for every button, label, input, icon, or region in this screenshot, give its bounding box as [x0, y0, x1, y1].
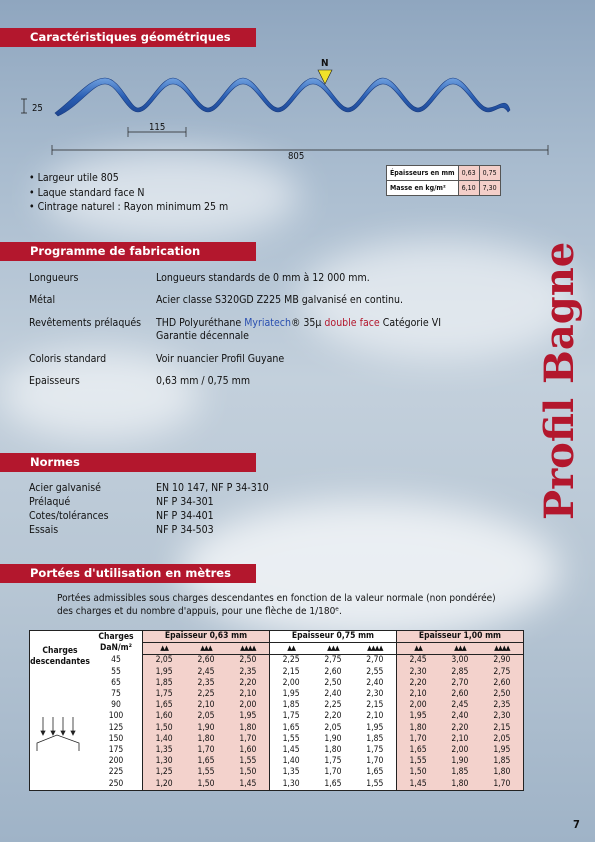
support-2-icon: ▲▲ [143, 643, 186, 655]
span-value-cell: 1,75 [269, 711, 312, 722]
span-value-cell: 1,70 [312, 767, 354, 778]
span-value-cell: 1,45 [269, 745, 312, 756]
span-value-cell: 2,30 [481, 711, 524, 722]
span-value-cell: 2,20 [439, 723, 481, 734]
span-value-cell: 2,10 [354, 711, 397, 722]
span-value-cell: 1,40 [269, 756, 312, 767]
span-value-cell: 2,90 [481, 655, 524, 667]
span-value-cell: 2,30 [354, 689, 397, 700]
span-value-cell: 2,05 [481, 734, 524, 745]
span-value-cell: 2,10 [396, 689, 439, 700]
load-value-cell: 175 [90, 745, 143, 756]
span-value-cell: 1,80 [396, 723, 439, 734]
span-value-cell: 1,80 [227, 723, 270, 734]
span-value-cell: 1,75 [312, 756, 354, 767]
bullet-item: • Cintrage naturel : Rayon minimum 25 m [29, 201, 229, 213]
support-3-icon: ▲▲▲ [312, 643, 354, 655]
span-value-cell: 2,70 [439, 678, 481, 689]
span-value-cell: 2,50 [481, 689, 524, 700]
span-value-cell: 2,05 [312, 723, 354, 734]
load-value-cell: 200 [90, 756, 143, 767]
span-value-cell: 2,00 [227, 700, 270, 711]
span-value-cell: 2,10 [185, 700, 227, 711]
span-value-cell: 1,60 [227, 745, 270, 756]
section-header-portees: Portées d'utilisation en mètres [0, 564, 256, 583]
norme-value: NF P 34-401 [156, 510, 214, 522]
span-value-cell: 1,70 [227, 734, 270, 745]
load-value-cell: 75 [90, 689, 143, 700]
support-4-icon: ▲▲▲▲ [227, 643, 270, 655]
span-value-cell: 2,40 [439, 711, 481, 722]
table-row: Épaisseurs en mm 0,63 0,75 [387, 166, 501, 181]
prog-label: Epaisseurs [29, 375, 80, 387]
span-value-cell: 1,55 [185, 767, 227, 778]
load-value-cell: 125 [90, 723, 143, 734]
span-value-cell: 2,00 [396, 700, 439, 711]
span-value-cell: 1,55 [227, 756, 270, 767]
blank-cell [30, 778, 91, 790]
span-value-cell: 2,60 [312, 667, 354, 678]
load-value-cell: 225 [90, 767, 143, 778]
table-row [30, 689, 524, 700]
span-value-cell: 1,90 [312, 734, 354, 745]
span-value-cell: 1,85 [439, 767, 481, 778]
table-row [30, 655, 524, 667]
span-value-cell: 2,35 [185, 678, 227, 689]
span-value-cell: 2,50 [312, 678, 354, 689]
span-value-cell: 1,55 [396, 756, 439, 767]
load-value-cell: 65 [90, 678, 143, 689]
table-row [30, 667, 524, 678]
table-row [30, 745, 524, 756]
support-3-icon: ▲▲▲ [185, 643, 227, 655]
load-value-cell: 90 [90, 700, 143, 711]
table-header-row [30, 631, 524, 643]
table-row [30, 678, 524, 689]
span-value-cell: 1,85 [354, 734, 397, 745]
blank-cell [30, 678, 91, 689]
span-value-cell: 1,45 [396, 778, 439, 790]
span-value-cell: 1,90 [439, 756, 481, 767]
table-row [30, 700, 524, 711]
bullet-item: • Largeur utile 805 [29, 172, 119, 184]
pitch-dimension: 115 [149, 122, 166, 133]
load-value-cell: 45 [90, 655, 143, 667]
section-header-programme: Programme de fabrication [0, 242, 256, 261]
blank-cell [30, 767, 91, 778]
blank-cell [30, 689, 91, 700]
norme-label: Essais [29, 524, 59, 536]
span-value-cell: 1,65 [185, 756, 227, 767]
group-header: Epaisseur 0,63 mm [143, 631, 270, 643]
span-value-cell: 1,95 [227, 711, 270, 722]
span-value-cell: 1,30 [143, 756, 186, 767]
span-value-cell: 1,80 [439, 778, 481, 790]
span-value-cell: 1,95 [269, 689, 312, 700]
span-value-cell: 2,85 [439, 667, 481, 678]
span-value-cell: 2,05 [143, 655, 186, 667]
span-value-cell: 2,25 [185, 689, 227, 700]
span-value-cell: 2,20 [312, 711, 354, 722]
table-row [30, 767, 524, 778]
span-value-cell: 1,95 [396, 711, 439, 722]
span-value-cell: 1,70 [481, 778, 524, 790]
downward-load-diagram-icon [33, 715, 85, 755]
span-value-cell: 2,70 [354, 655, 397, 667]
span-value-cell: 1,65 [143, 700, 186, 711]
norme-label: Acier galvanisé [29, 482, 101, 494]
span-value-cell: 1,80 [185, 734, 227, 745]
span-value-cell: 2,30 [396, 667, 439, 678]
span-value-cell: 1,50 [396, 767, 439, 778]
span-value-cell: 1,20 [143, 778, 186, 790]
prog-label: Longueurs [29, 272, 79, 284]
span-value-cell: 1,65 [312, 778, 354, 790]
span-value-cell: 1,50 [143, 723, 186, 734]
span-value-cell: 1,45 [227, 778, 270, 790]
span-value-cell: 1,40 [143, 734, 186, 745]
span-value-cell: 2,05 [185, 711, 227, 722]
span-value-cell: 1,90 [185, 723, 227, 734]
table-row: Masse en kg/m² 6,10 7,30 [387, 181, 501, 196]
span-value-cell: 1,30 [269, 778, 312, 790]
table-row [30, 723, 524, 734]
prog-value-coatings: THD Polyuréthane Myriatech® 35µ double face Catégorie VI [156, 317, 441, 329]
span-value-cell: 1,65 [269, 723, 312, 734]
norme-value: EN 10 147, NF P 34-310 [156, 482, 269, 494]
norme-value: NF P 34-301 [156, 496, 214, 508]
span-value-cell: 1,50 [227, 767, 270, 778]
span-value-cell: 2,40 [312, 689, 354, 700]
charges-header: Charges DaN/m² [90, 631, 143, 655]
prog-value: Acier classe S320GD Z225 MB galvanisé en continu. [156, 294, 404, 306]
load-span-table [29, 630, 524, 791]
table-row [30, 756, 524, 767]
table-row [30, 734, 524, 745]
portees-intro-line: Portées admissibles sous charges descendantes en fonction de la valeur normale (non pondérée) [57, 593, 496, 604]
span-value-cell: 2,00 [439, 745, 481, 756]
span-value-cell: 1,65 [354, 767, 397, 778]
support-3-icon: ▲▲▲ [439, 643, 481, 655]
span-value-cell: 1,80 [481, 767, 524, 778]
span-value-cell: 2,75 [481, 667, 524, 678]
load-value-cell: 55 [90, 667, 143, 678]
span-value-cell: 2,15 [269, 667, 312, 678]
span-value-cell: 1,95 [481, 745, 524, 756]
span-value-cell: 1,70 [396, 734, 439, 745]
span-value-cell: 2,75 [312, 655, 354, 667]
bullet-list [29, 171, 228, 215]
table-row [30, 778, 524, 790]
span-value-cell: 1,85 [143, 678, 186, 689]
norme-label: Prélaqué [29, 496, 71, 508]
span-value-cell: 2,35 [227, 667, 270, 678]
span-value-cell: 2,45 [439, 700, 481, 711]
span-value-cell: 1,85 [481, 756, 524, 767]
span-value-cell: 1,75 [143, 689, 186, 700]
span-value-cell: 1,35 [269, 767, 312, 778]
group-header: Epaisseur 1,00 mm [396, 631, 523, 643]
span-value-cell: 1,25 [143, 767, 186, 778]
norme-label: Cotes/tolérances [29, 510, 109, 522]
left-label: Charges descendantes [30, 646, 90, 667]
span-value-cell: 2,15 [481, 723, 524, 734]
span-value-cell: 2,50 [227, 655, 270, 667]
span-value-cell: 2,45 [396, 655, 439, 667]
section-header-geometry: Caractéristiques géométriques [0, 28, 256, 47]
span-value-cell: 1,70 [185, 745, 227, 756]
n-face-label: N [321, 58, 329, 69]
norme-value: NF P 34-503 [156, 524, 214, 536]
width-dimension: 805 [288, 151, 305, 162]
span-value-cell: 2,20 [227, 678, 270, 689]
blank-cell [30, 667, 91, 678]
prog-value: Longueurs standards de 0 mm à 12 000 mm. [156, 272, 370, 284]
span-value-cell: 1,80 [312, 745, 354, 756]
thickness-table [386, 165, 501, 196]
span-value-cell: 1,55 [354, 778, 397, 790]
span-value-cell: 3,00 [439, 655, 481, 667]
span-value-cell: 2,35 [481, 700, 524, 711]
span-value-cell: 1,55 [269, 734, 312, 745]
prog-label: Coloris standard [29, 353, 107, 365]
prog-value: Voir nuancier Profil Guyane [156, 353, 285, 365]
support-2-icon: ▲▲ [396, 643, 439, 655]
span-value-cell: 2,10 [439, 734, 481, 745]
span-value-cell: 2,60 [439, 689, 481, 700]
portees-intro-line: des charges et du nombre d'appuis, pour une flèche de 1/180ᵉ. [57, 606, 342, 617]
span-value-cell: 2,25 [269, 655, 312, 667]
blank-cell [30, 700, 91, 711]
prog-value-warranty: Garantie décennale [156, 330, 249, 342]
height-dimension: 25 [32, 103, 43, 114]
span-value-cell: 1,70 [354, 756, 397, 767]
span-value-cell: 1,85 [269, 700, 312, 711]
load-value-cell: 100 [90, 711, 143, 722]
prog-label: Revêtements prélaqués [29, 317, 142, 329]
table-row [30, 711, 524, 722]
load-value-cell: 150 [90, 734, 143, 745]
span-value-cell: 2,15 [354, 700, 397, 711]
span-value-cell: 2,25 [312, 700, 354, 711]
span-value-cell: 2,55 [354, 667, 397, 678]
section-header-normes: Normes [0, 453, 256, 472]
blank-cell [30, 756, 91, 767]
support-4-icon: ▲▲▲▲ [481, 643, 524, 655]
support-2-icon: ▲▲ [269, 643, 312, 655]
span-value-cell: 2,40 [354, 678, 397, 689]
group-header: Epaisseur 0,75 mm [269, 631, 396, 643]
span-value-cell: 1,75 [354, 745, 397, 756]
span-value-cell: 2,60 [481, 678, 524, 689]
span-value-cell: 1,65 [396, 745, 439, 756]
side-title: Profil Bagne [536, 241, 583, 520]
span-value-cell: 1,95 [143, 667, 186, 678]
bullet-item: • Laque standard face N [29, 186, 145, 199]
prog-value: 0,63 mm / 0,75 mm [156, 375, 251, 387]
span-value-cell: 2,60 [185, 655, 227, 667]
prog-label: Métal [29, 294, 56, 306]
page-number: 7 [573, 818, 580, 831]
span-value-cell: 1,60 [143, 711, 186, 722]
span-value-cell: 1,50 [185, 778, 227, 790]
span-value-cell: 2,45 [185, 667, 227, 678]
span-value-cell: 2,20 [396, 678, 439, 689]
span-value-cell: 1,95 [354, 723, 397, 734]
load-value-cell: 250 [90, 778, 143, 790]
span-value-cell: 2,10 [227, 689, 270, 700]
support-4-icon: ▲▲▲▲ [354, 643, 397, 655]
span-value-cell: 1,35 [143, 745, 186, 756]
span-value-cell: 2,00 [269, 678, 312, 689]
